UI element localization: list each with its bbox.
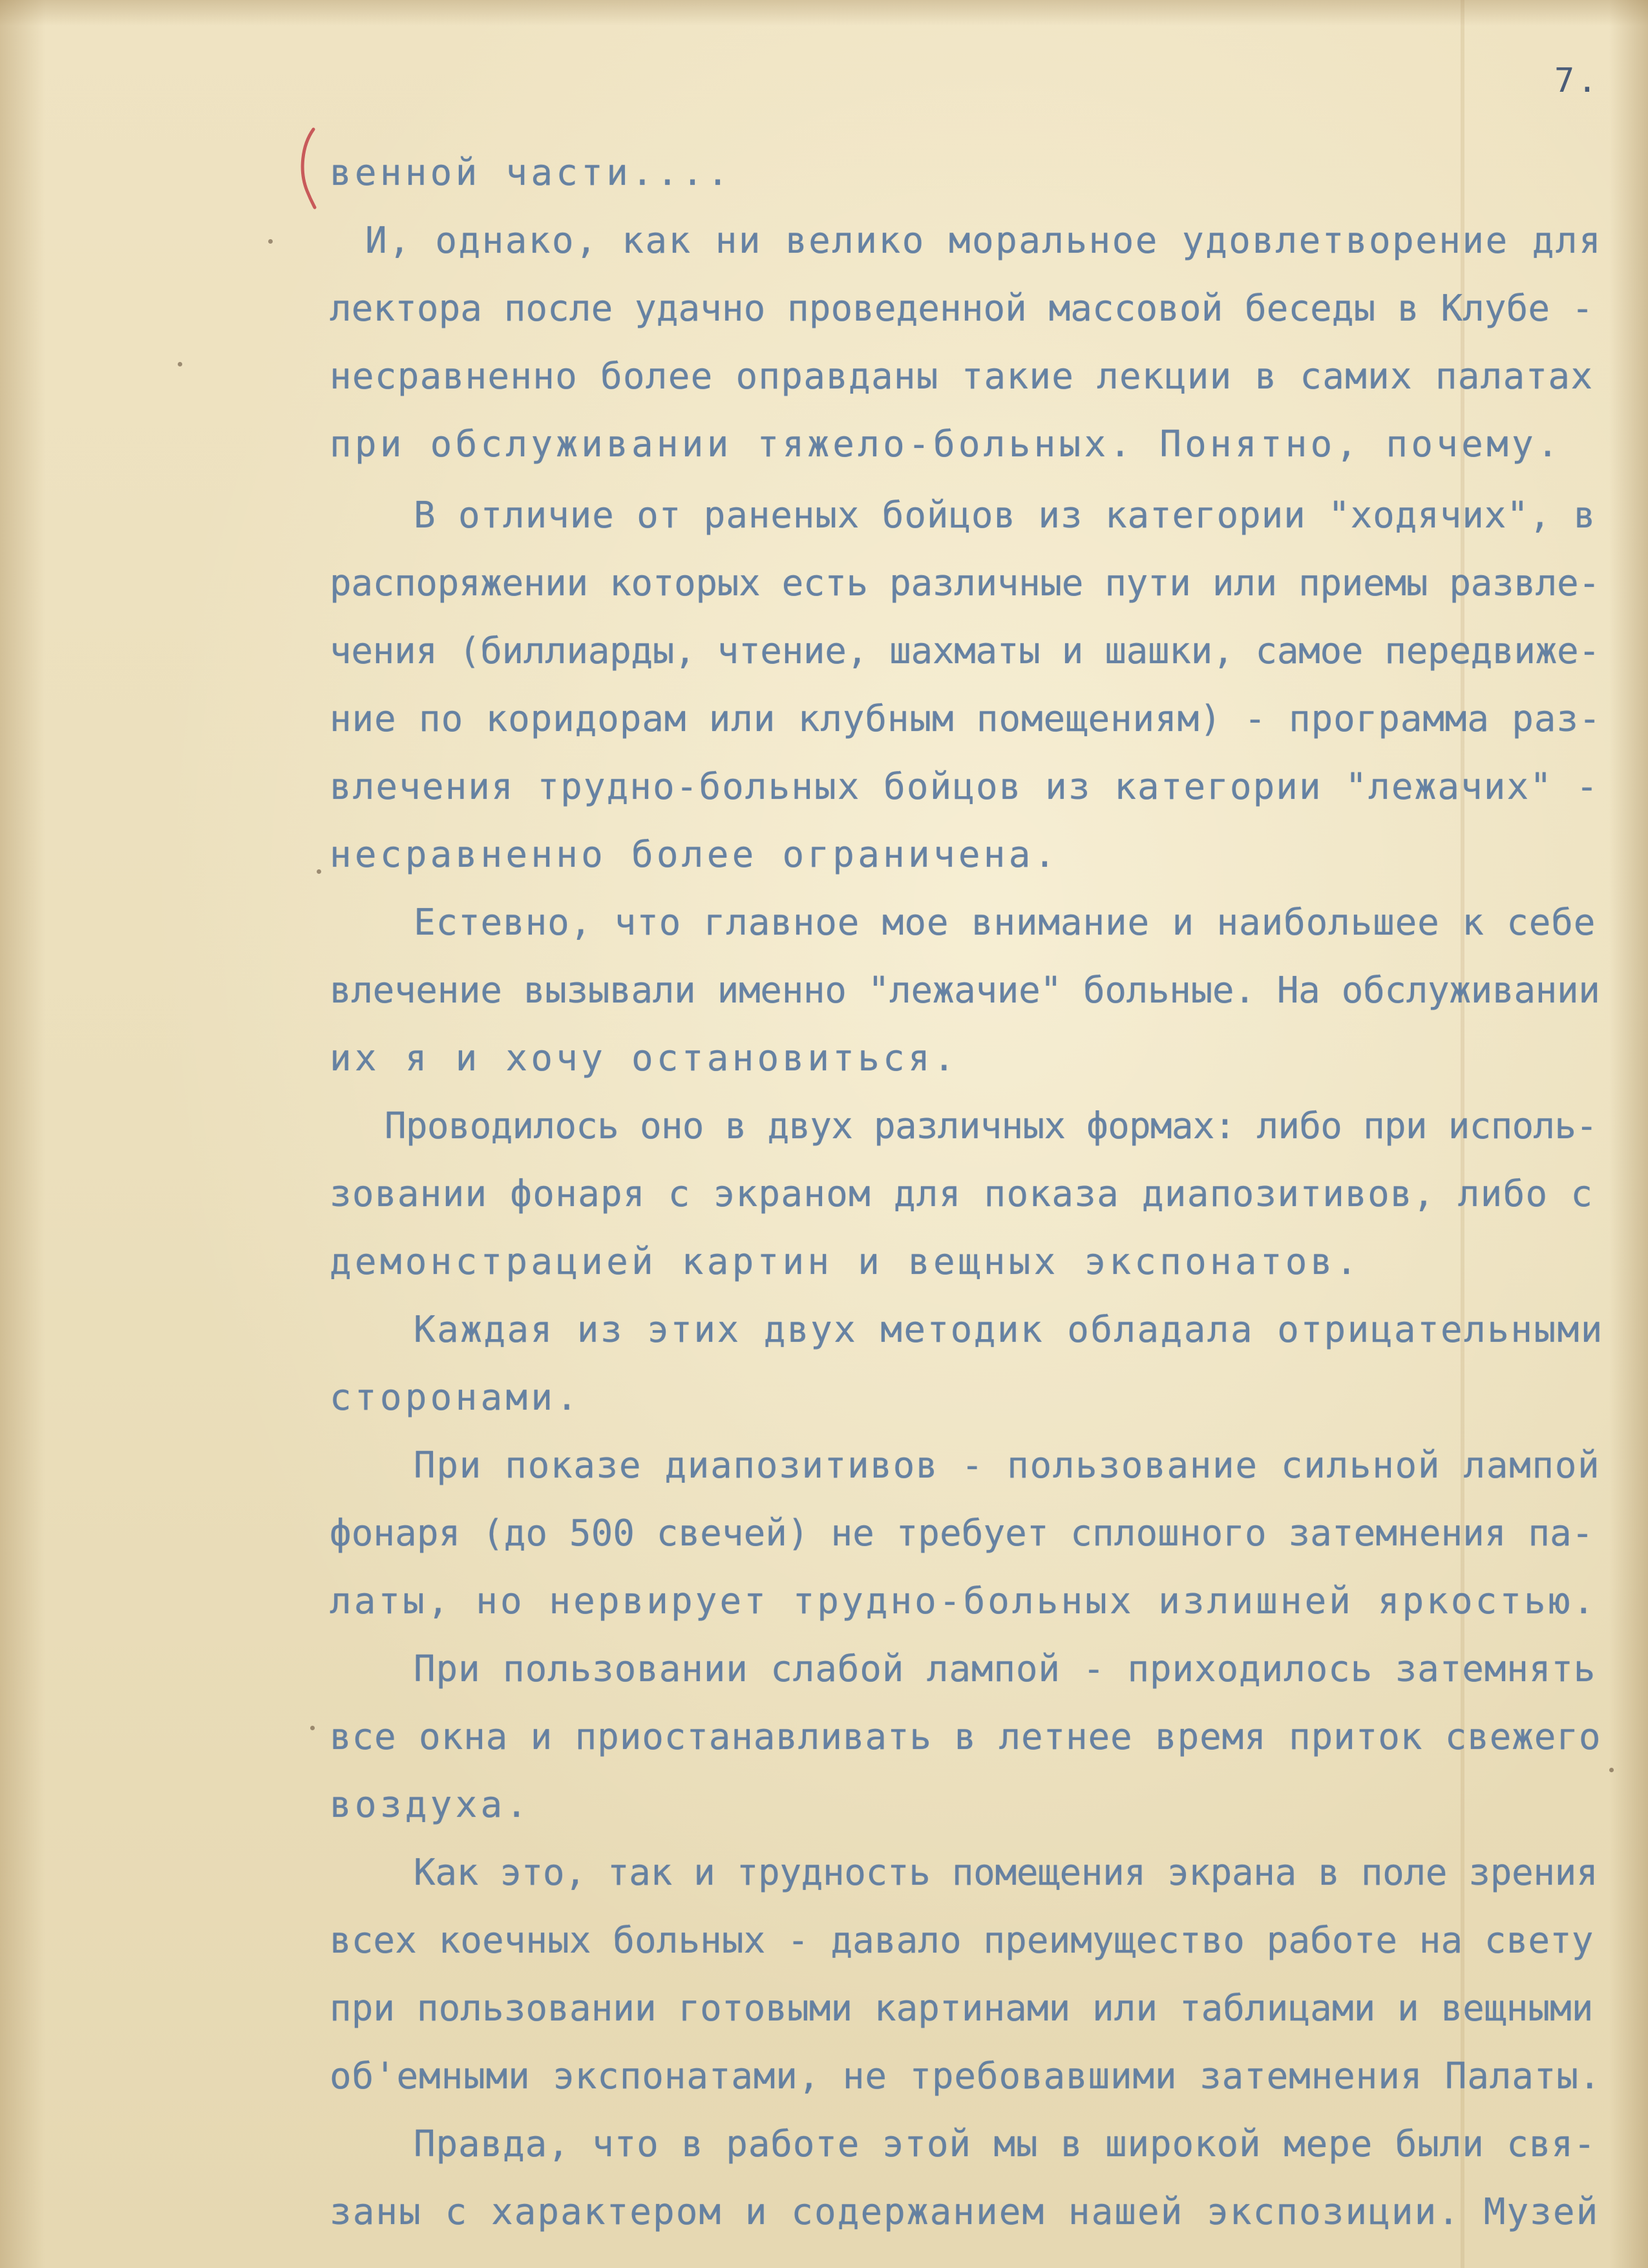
page-number: 7. [1554, 61, 1600, 100]
text-line: Проводилось оно в двух различных формах: либо при исполь- [385, 1105, 1598, 1147]
text-line: при обслуживании тяжело-больных. Понятно, почему. [330, 423, 1562, 465]
text-line: демонстрацией картин и вещных экспонатов. [330, 1241, 1361, 1283]
text-line: влечение вызывали именно "лежачие" больные. На обслуживании [330, 970, 1600, 1012]
text-line: об'емными экспонатами, не требовавшими затемнения Палаты. [330, 2055, 1601, 2097]
text-line: В отличие от раненых бойцов из категории "ходячих", в [414, 494, 1596, 536]
text-line: Как это, так и трудность помещения экрана в поле зрения [414, 1852, 1598, 1894]
text-line: венной части.... [330, 152, 732, 194]
text-line: Каждая из этих двух методик обладала отрицательными [414, 1309, 1604, 1351]
text-line: несравненно более оправданы такие лекции в самих палатах [330, 355, 1594, 397]
text-line: распоряжении которых есть различные пути или приемы развле- [330, 562, 1600, 604]
text-line: При пользовании слабой лампой - приходилось затемнять [414, 1648, 1596, 1690]
text-line: При показе диапозитивов - пользование сильной лампой [414, 1445, 1601, 1487]
text-line: при пользовании готовыми картинами или таблицами и вещными [330, 1987, 1594, 2030]
text-line: воздуха. [330, 1784, 531, 1826]
text-line: влечения трудно-больных бойцов из категории "лежачих" - [330, 766, 1600, 808]
text-line: всех коечных больных - давало преимущество работе на свету [330, 1920, 1594, 1962]
text-line: латы, но нервирует трудно-больных излишней яркостью. [330, 1580, 1598, 1622]
text-line: несравненно более ограничена. [330, 834, 1059, 876]
text-line: зовании фонаря с экраном для показа диапозитивов, либо с [330, 1173, 1594, 1215]
text-line: Естевно, что главное мое внимание и наибольшее к себе [414, 902, 1596, 944]
text-line: И, однако, как ни велико моральное удовлетворение для [365, 220, 1603, 262]
text-line: фонаря (до 500 свечей) не требует сплошного затемнения па- [330, 1512, 1594, 1554]
text-line: Правда, что в работе этой мы в широкой мере были свя- [414, 2123, 1596, 2165]
text-line: все окна и приостанавливать в летнее время приток свежего [330, 1716, 1601, 1758]
text-line: лектора после удачно проведенной массовой беседы в Клубе - [330, 288, 1594, 330]
text-line: чения (биллиарды, чтение, шахматы и шашки, самое передвиже- [330, 630, 1600, 672]
text-line: их я и хочу остановиться. [330, 1037, 958, 1079]
text-line: заны с характером и содержанием нашей экспозиции. Музей [330, 2191, 1600, 2233]
text-line: сторонами. [330, 1377, 582, 1419]
text-line: ние по коридорам или клубным помещениям) - программа раз- [330, 698, 1601, 740]
